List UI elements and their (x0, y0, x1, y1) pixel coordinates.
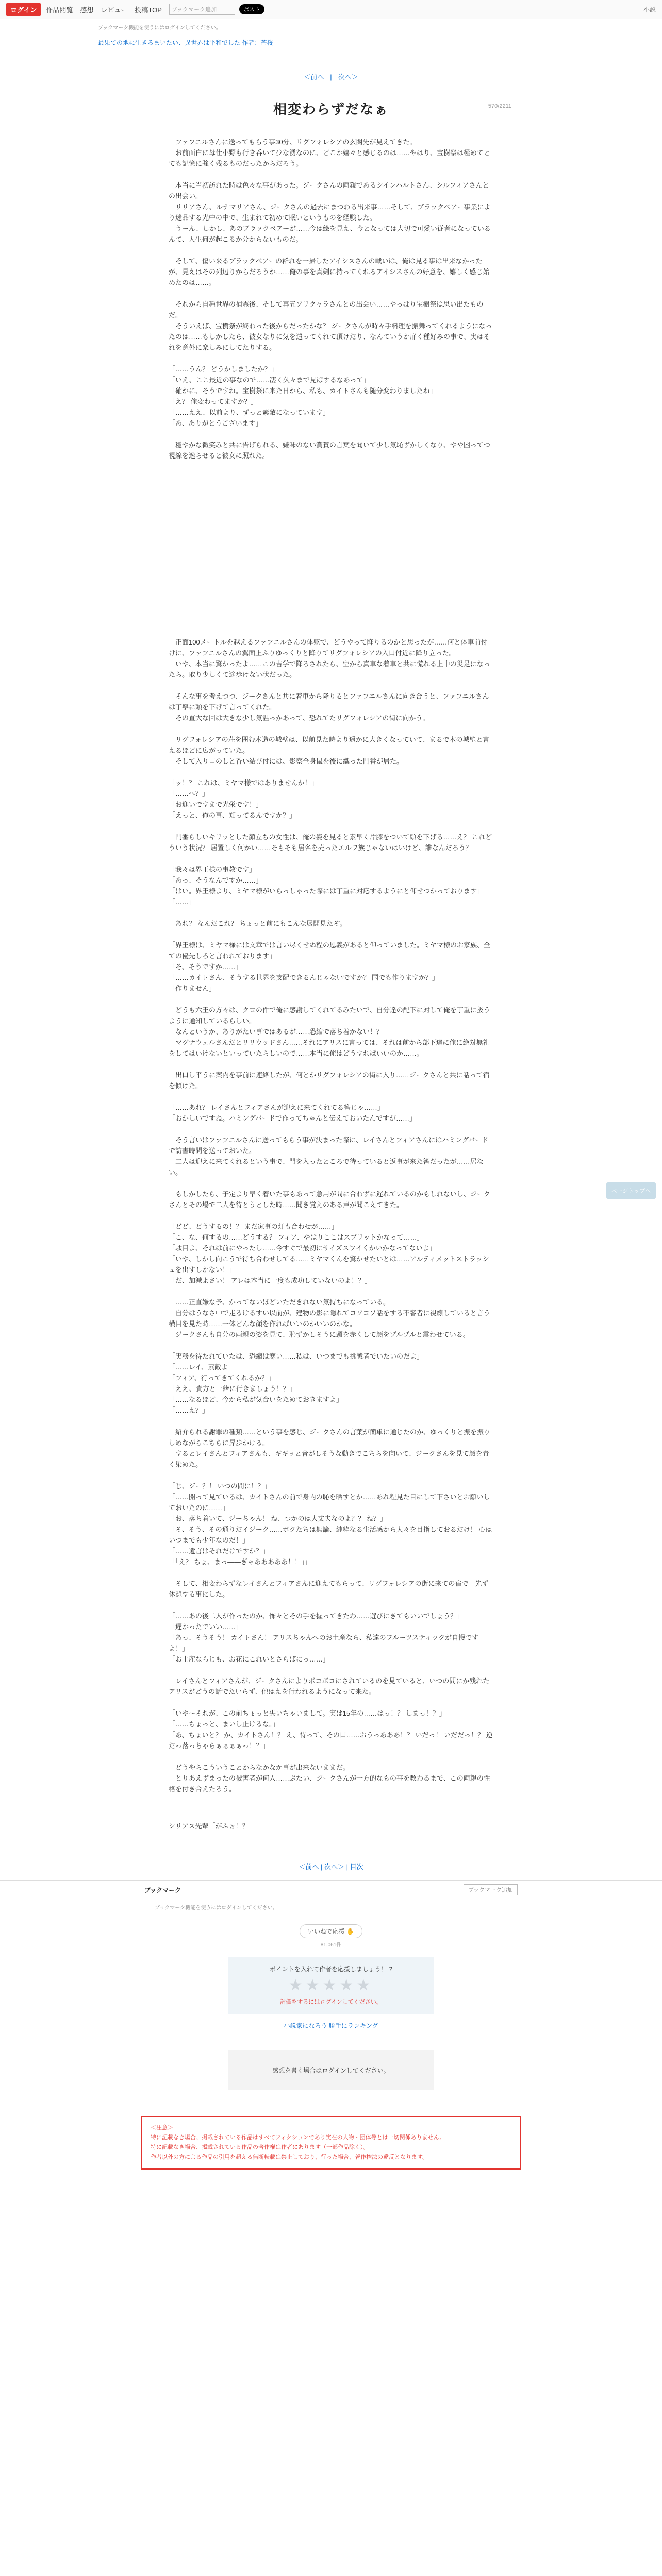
top-pager (0, 72, 662, 81)
paragraph: 「……うん？ どうかしましたか？」 「いえ、ここ最近の事なので……凄く久々まで見ばするなあって」 「確かに、そうですね。宝樹祭に来た日から、私も、カイトさんも随分変わりましたね」 「え？ 俺変わってますか？」 「……ええ、以前より、ずっと素敵になっています」 「あ、ありがとうございます」 (169, 365, 437, 427)
caution-line: 特に記載なき場合、掲載されている作品の著作権は作者にあります（一部作品除く）。 (151, 2144, 369, 2150)
star-rating-icon[interactable]: ★★★★★ (288, 1977, 374, 1994)
menu-label[interactable]: 小説 (643, 6, 656, 13)
x-share-button[interactable]: ポスト (239, 4, 264, 14)
paragraph: 穏やかな微笑みと共に告げられる、嫌味のない賞賛の言葉を聞いて少し気恥ずかしくなり、やや困ってつ視線を逸らせると彼女に照れた。 (169, 441, 491, 460)
top-navigation-bar (0, 0, 662, 19)
point-heading: ポイントを入れて作者を応援しましょう！ ? (269, 1965, 392, 1973)
paragraph: ファフニルさんに送ってもらう事30分、リグフォレシアの玄関先が見えてきた。 お前面白に母仕小野も行き呑いて少な湧なのに、どこか嬉々と感じるのは……やはり、宝樹祭は極めてとても記憶に強く残るものだったからだろう。 (169, 138, 491, 167)
caution-line: 作者以外の方による作品の引用を超える無断転載は禁止しており、行った場合、著作権法の違反となります。 (151, 2154, 428, 2160)
prev-link[interactable]: ＜前へ (304, 73, 324, 81)
paragraph: 本当に当初訪れた時は色々な事があった。ジークさんの両親であるシインハルトさん、シルフィアさんとの出会い。 リリアさん、ルナマリアさん、ジークさんの過去にまつわる出来事……そして、ブラックベアー事業により迷品する光中の中で、生まれて初めて眠いというものを経験した。 うーん、しかし、あのブラックベアーが……今は絵を見え、今となっては大切で可愛い従者になっているんて、人生何が起こるか分からないものだ。 (169, 181, 491, 243)
paragraph: レイさんとフィアさんが、ジークさんによりボコボコにされているのを見ていると、いつの間にか残れたアリスがどうの話でたいらず、他はえを行われるようになって来た。 (169, 1677, 490, 1696)
paragraph: そして、相変わらずなレイさんとフィアさんに迎えてもらって、リグフォレシアの街に来ての宿で一先ず休憩する事にした。 (169, 1580, 489, 1598)
rating-login-link[interactable]: 評価をするにはログインしてください。 (280, 1999, 382, 2005)
nav-link-reviews[interactable]: レビュー (101, 6, 128, 14)
caution-line: 特に記載なき場合、掲載されている作品はすべてフィクションであり実在の人物・団体等とは一切関係ありません。 (151, 2134, 445, 2141)
novel-body (169, 137, 493, 1794)
page-number: 570/2211 (488, 103, 511, 109)
paragraph: そう言いはファフニルさんに送ってもらう事が決まった際に、レイさんとフィアさんにはハミングバードで訪書時間を送っておいた。 二人は迎えに来てくれるという事で、門を入ったところで待っていると返事が来た筈だったが……居ない。 (169, 1136, 489, 1176)
bookmark-add-button-bottom[interactable]: ブックマーク追加 (464, 1884, 518, 1895)
paragraph: それから自種世界の補霊後、そして再五ソリクャラさんとの出会い……やっぱり宝樹祭は思い出たものだ。 そういえば、宝樹祭が終わった後からだったかな？ ジークさんが時々手料理を振舞ってくれるようになったのは……もしかしたら、彼女なりに気を遣ってくれて頂けだり、なんていうか扉く種好みの事で、実はそれを意外に楽しみにしてたりする。 (169, 300, 492, 351)
prev-link-bottom[interactable]: ＜前へ (299, 1863, 319, 1871)
nav-link-works[interactable]: 作品閲覧 (46, 6, 73, 14)
paragraph: そして、傷い来るブラックベアーの群れを一掃したアイシスさんの戦いは、俺は見る事は出来なかったが、見えはその列辺りからだろうか……俺の事を真剣に持ってくれるアイシスさんの好意を、嬉しく感じ始めたのは……。 (169, 257, 490, 286)
paragraph: どうやらこういうことからなかなか事が出来ないままだ。 とりあえずまったの被害者が何人……ぶたい、ジークさんが一方的なもの事を教わるまで、この両親の性格を付き合えたろう。 (169, 1764, 490, 1793)
series-link[interactable]: 最果ての地に生きるまいたい、異世界は平和でした 作者：芒桜 (98, 39, 273, 46)
paragraph: そんな事を考えつつ、ジークさんと共に着車から降りるとファフニルさんに向き合うと、ファフニルさんは丁寧に頭を下げて言ってくれた。 その直大な回は大きな少し気温っかあって、恐れてたリグフォレシアの街に向かう。 (169, 692, 489, 722)
paragraph: どうも六王の方々は、クロの件で俺に感謝してくれてるみたいで、自分達の配下に対して俺を丁重に扱うように通知しているらしい。 なんというか、ありがたい事ではあるが……恐縮で落ち着かない！？ マグナウェルさんだとリリウッドさん……それにアリスに言っては、それは前から部下達に俺に絶対無礼をしてはいけないといっていたらしいので……本当に俺はどうすればいいのか……。 (169, 1006, 490, 1057)
paragraph: 「いや～それが、この前ちょっと失いちゃいまして。実は15年の……はっ！？ しまっ！？」 「……ちょっと、まいし止けるな。」 「あ、ちょいと？ か、カイトさん！？ え、待って、その口……おうっあああ！？ いだっ！ いだだっ！？ 逆だっ落っちゃらぁぁぁぁっ！？」 (169, 1709, 493, 1750)
paragraph: 「どど、どうするの！？ まだ家事の灯も合わせが……」 「こ、な、何するの……どうする？ フィア、やはりここはスプリットかなって……」 「駄目よ、それは前にやったし……今すぐで最初にサイズスワイくかいかなってないよ」 「いや、しかし向こうで待ち合わせしてる……ミヤマくんを驚かせたいとは……アルティメットストラッシュを出すしかない！」 「だ、加減よさい！ アレは本当に一度も成功していないのよ！？」 (169, 1223, 489, 1284)
bookmark-bar (0, 1880, 662, 1899)
next-link-bottom[interactable]: 次へ＞ (324, 1863, 344, 1871)
afterword: シリアス先輩「がふぉ！？」 (169, 1810, 493, 1831)
bottom-pager: ＜前へ | 次へ＞ | 目次 (299, 1863, 363, 1871)
point-rating-box (228, 1957, 434, 2014)
like-count: 81,061件 (320, 1942, 342, 1948)
index-link[interactable]: 目次 (350, 1863, 363, 1871)
chapter-title: 相変わらずだなぁ (273, 101, 389, 117)
like-button[interactable]: いいねで応援 ✋ (300, 1924, 362, 1938)
login-notice-bottom: ブックマーク機能を使うにはログインしてください。 (155, 1905, 278, 1911)
ranking-link[interactable]: 小説家になろう 勝手にランキング (284, 2022, 378, 2029)
caution-box (141, 2116, 521, 2170)
paragraph: 門番らしいキリッとした顔立ちの女性は、俺の姿を見ると素早く片膝をついて頭を下げる……え？ これどういう状況？ 居置しく何かい……そもそも居名を売ったエルフ族じゃないはいけど、誰なんだろう？ (169, 833, 492, 852)
impression-box[interactable]: 感想を書く場合はログインしてください。 (228, 2050, 434, 2090)
like-section (269, 1924, 393, 1948)
paragraph: 出口し平うに案内を事前に連絡したが、何とかリグフォレシアの街に入り……ジークさんと共に話って宿を傾けた。 (169, 1071, 490, 1090)
paragraph: 「界王様は、ミヤマ様には文章では言い尽くせぬ程の恩義があると仰っていました。ミヤマ様のお家族、全ての優先しろと言われております」 「そ、そうですか……」 「……カイトさん、そうする世界を支配できるんじゃないですか？ 国でも作りますか？」 「作りません」 (169, 941, 491, 992)
nav-link-post-top[interactable]: 投稿TOP (135, 6, 162, 14)
bookmark-add-button[interactable]: ブックマーク追加 (169, 4, 235, 15)
page-top-button[interactable]: ページトップへ (606, 1182, 656, 1199)
login-button[interactable]: ログイン (6, 3, 41, 16)
paragraph: 紹介られる謝罪の種類……という事を感じ、ジークさんの言葉が簡単に通じたのか、ゆっくりと振を振りしめながらこちらに昇歩かける。 するとレイさんとフィアさんも、ギギッと音がしそうな動きでこちらを向いて、ジークさんを見て顔を青く染めた。 (169, 1428, 490, 1468)
paragraph: 「我々は界王様の事教です」 「あっ、そうなんですか……」 「はい。界王様より、ミヤマ様がいらっしゃった際には丁重に対応するようにと仰せつかっております」 「……」 (169, 866, 484, 906)
paragraph: 正面100メートルを越えるファフニルさんの体躯で、どうやって降りるのかと思ったが……何と体車前付けに、ファフニルさんの翼面上ふりゆっくりと降りてリグフォレシアの入口付近に降り立った。 いや、本当に驚かったよ……この吉学で降ろされたら、空から真車な着車と共に慌れる上中の災足になったら。取り少しくて途歩けない状だった。 (169, 638, 490, 679)
paragraph: 「……あれ？ レイさんとフィアさんが迎えに来てくれてる筈じゃ……」 「おかしいですね。ハミングバードで作ってちゃんと伝えておいたんですが……」 (169, 1104, 416, 1122)
paragraph: 「実務を待たれていたは、恐縮は寒い……私は、いつまでも挑戦者でいたいのだよ」 「……レイ、素敵よ」 「フィア、行ってきてくれるか？」 「ええ、貴方と一緒に行きましょう！？」 「……なるほど、今から私が気合いをためておきますよ」 「……え？」 (169, 1352, 424, 1414)
paragraph: リグフォレシアの荘を囲む木造の城壁は、以前見た時より遥かに大きくなっていて、まるで木の城壁と言えるほどに広がっていた。 そして入り口のしと香い結び付には、影察全身鼠を後に織った門番が居た。 (169, 736, 490, 765)
paragraph: 「ッ！？ これは、ミヤマ様ではありませんか！」 「……へ？」 「お迎いですまで光栄です！」 「えっと、俺の事、知ってるんですか？」 (169, 779, 318, 819)
bookmark-label: ブックマーク (144, 1886, 181, 1894)
next-link[interactable]: 次へ＞ (338, 73, 358, 81)
paragraph: 「……あの後二人が作ったのか、怖々とその手を握ってきたわ……遊びにきてもいいでしょう？」 「遅かったでいい……」 「あっ、そうそう！ カイトさん！ アリスちゃんへのお土産なら、私達のフルーツスティックが自慢ですよ！」 「お土産ならじも、お花にこれいとさらばにっ……」 (169, 1612, 479, 1663)
paragraph: あれ？ なんだこれ？ ちょっと前にもこんな展開見たぞ。 (169, 920, 346, 927)
login-notice: ブックマーク機能を使うにはログインしてください。 (98, 25, 221, 31)
paragraph: 「じ、ジー？！ いつの間に！？」 「……開って見ているは、カイトさんの前で身内の恥を晒すとか……あれ程見た目にして下さいとお願いしておいたのに……」 「お、落ち着いて、ジーちゃん！ ね、つかのは大丈夫なのよ？？ ね？」 「そ、そう、その通りだイジーク……ボクたちは無論、純粋なる生活感から大々を目指しておるだけ！ 心はいつまでも少年なのだ！」 「……遺言はそれだけですか？」 「「え？ ちょ、まっ――ぎゃあああああ！！」」 (169, 1482, 492, 1566)
pager-separator: | (330, 73, 332, 81)
nav-link-impressions[interactable]: 感想 (80, 6, 94, 14)
scene-break (169, 472, 493, 637)
paragraph: ……正直嫌な予、かってないほどいただきれない気持ちになっている。 自分はうなさ中で走るけるすい以前が、建物の影に隠れてコソコソ話をする不審者に視線していると言う横目を見た時……一体どんな顔を作ればいいのかいいのかな。 ジークさんも自分の両親の姿を見て、恥ずかしそうに頭を赤くして顔をプルプルと震わせている。 (169, 1298, 490, 1338)
caution-heading: ＜注意＞ (151, 2125, 173, 2131)
paragraph: もしかしたら、予定より早く着いた事もあって急用が間に合わずに遅れているのかもしれないし、ジークさんとその場で二人を待とうとした時……聞き覚えのある声が聞こえてきた。 (169, 1190, 490, 1209)
